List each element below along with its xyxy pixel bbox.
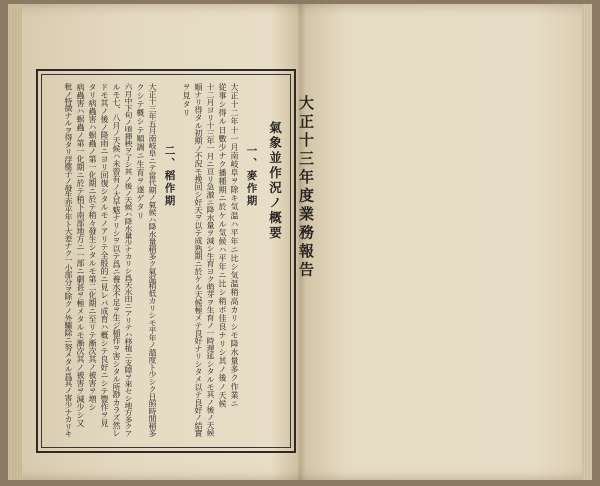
text-line: ルモ七、八月ノ天候ハ未曾有ノ大旱魃ナリシヲ以テ爲ニ養水不足ヲ生ジ稲作ヲ害シタル所尠カラズ然レ	[112, 83, 121, 438]
item-heading-rice: 二、稻作期	[163, 145, 176, 208]
text-frame	[36, 69, 315, 453]
text-line: 大正十二年十一月南岐阜ヲ除キ気温ハ平年ニ比シ気温稍高カリシモ降水量多ク作業ニ	[230, 83, 239, 408]
text-line: 大正十三年五月南岐阜ニテ當代期ノ氣候ハ降水量稍多ク氣温稍低カリシモ平年ノ溫度ト少シク日照時間稍多	[148, 83, 157, 438]
text-line: 病蟲害ハ螟蟲ノ第一化期ニ於テ稍下南部地方ニ一部ニ劇甚ヲ極メタルモ漸次其ノ被害ヲ減少シ又	[76, 83, 85, 427]
page-edge-right	[582, 4, 592, 480]
text-line: 十二月ヨリ十三年一月ニ亘リ急激ニ降水量ヲ減シ生育ヨク萌芽ヲ生育ノ一時遅延シタルモ其ノ後ノ天候	[206, 83, 215, 437]
text-line: タリ病蟲害ハ螟蟲ノ第一化期ニ於テ稍々發生シタルモ第二化期ニ至リテ漸次其ノ被害ヲ増シ	[88, 83, 97, 411]
text-line: ドモ其ノ後ノ降雨ニヨリ回復シタルモノアリテ全般的ニ見レバ成育ハ概シテ良好ニシテ豐作ヲ見	[100, 83, 109, 427]
section-title: 氣象並作況ノ概要	[267, 121, 283, 241]
right-page	[312, 10, 582, 470]
text-line: 六月中下旬ノ頃挿秧ヲ了シ其ノ後ノ天候ハ降水量少ナカリシ爲天水田ニアリテハ移植ニ支障ヲ來セシ地方多クア	[124, 83, 133, 437]
text-line: ヲ見タリ	[182, 83, 191, 118]
text-line: 順ナリ得タル初期ノ不況モ挽回シ好天ヲ以テ成熟期ニ於ケル天候極メテ良好ナリシタメ以テ良好ノ結實	[194, 83, 203, 438]
text-frame-inner	[41, 74, 315, 448]
text-line: 從事シ得ル日數少ナク播種期ニ於ケル気候ハ平年ニ比シ稍ボ佳良ナリシ其ノ後ノ天候	[218, 83, 227, 408]
item-heading-wheat: 一、麥作期	[245, 145, 258, 208]
report-title: 大正十三年度業務報告	[297, 95, 315, 280]
text-line: 秕ノ特徴ナルヲ得タリ浮塵子ノ發生亦平年ト大差ナク一小部分ヲ除クノ外驅除ニ努メタル爲其ノ害少ナカリキ	[64, 83, 73, 438]
page-edge-left	[8, 4, 22, 480]
text-line: クシテ概シテ順調ニ生育ヲ遂ゲタリ	[136, 83, 145, 220]
